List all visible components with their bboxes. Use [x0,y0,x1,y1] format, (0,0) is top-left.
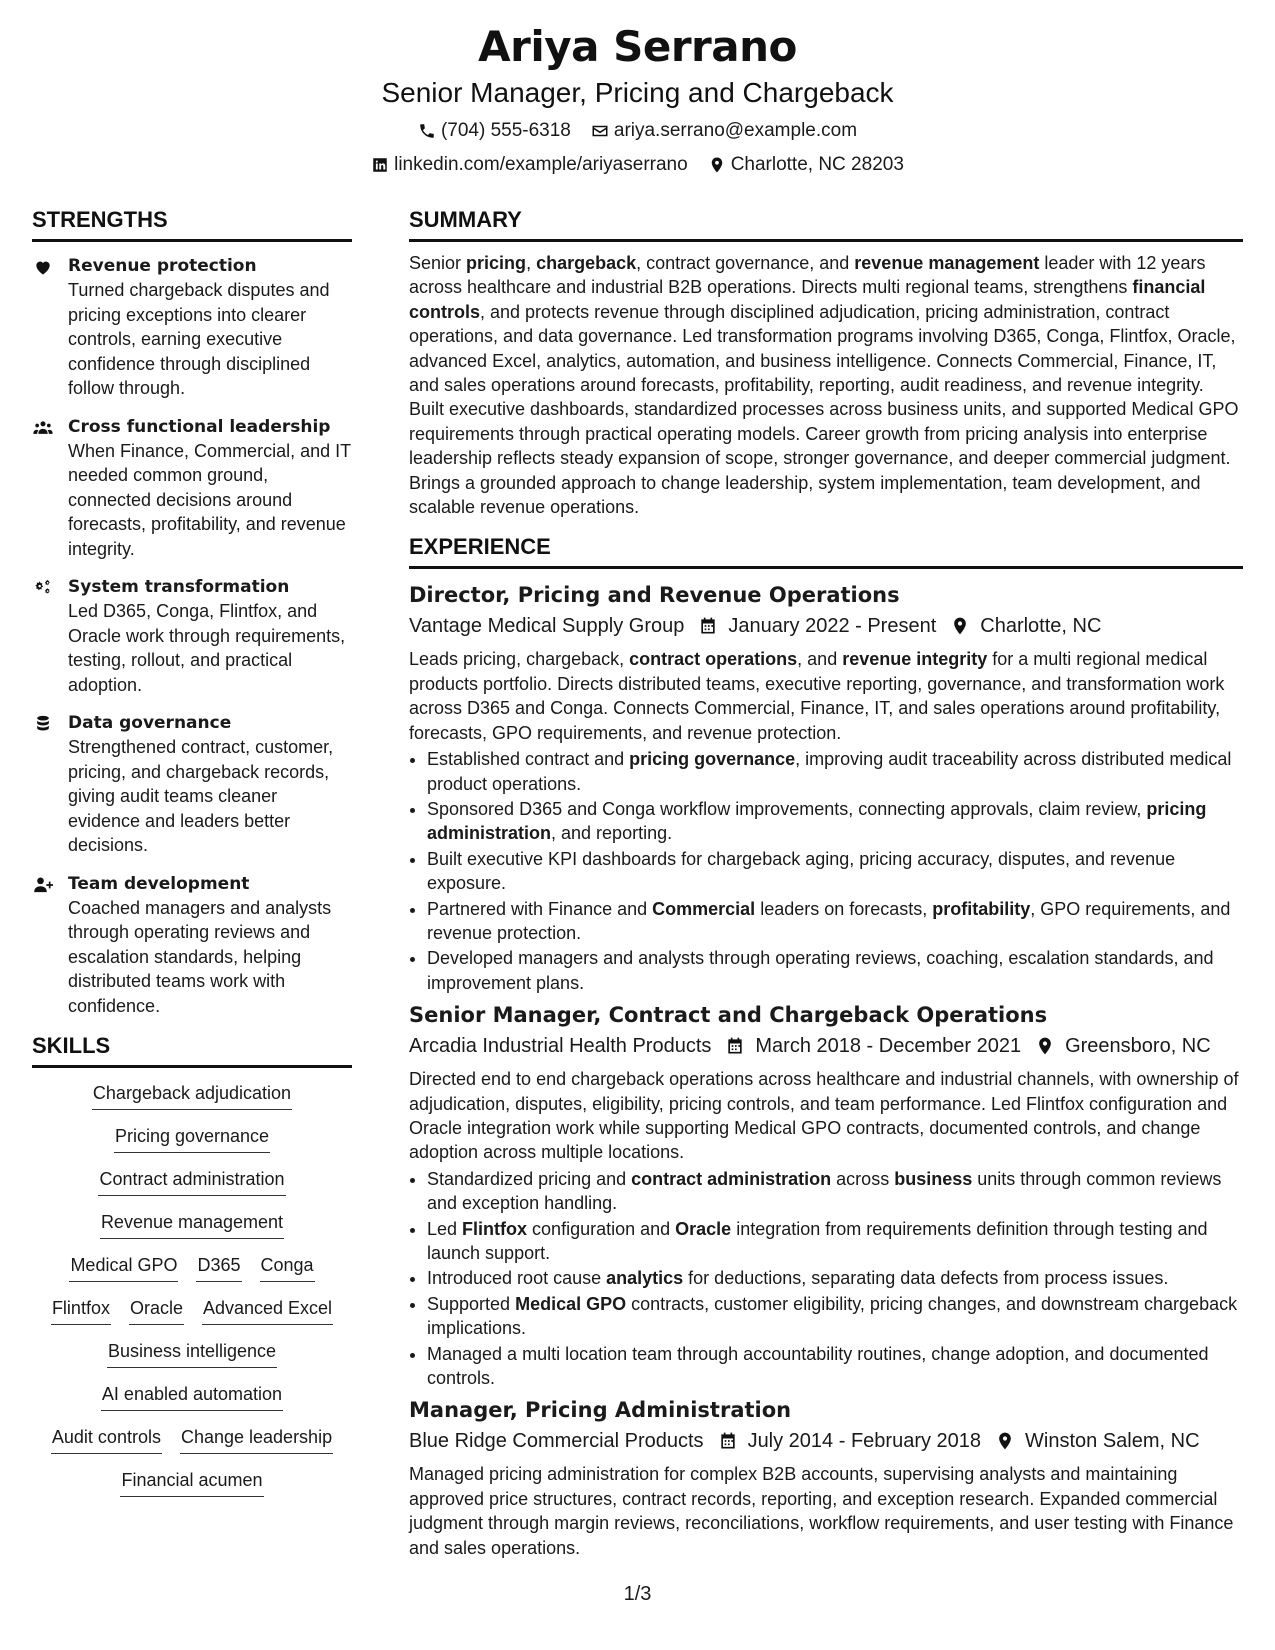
gears-icon [32,575,56,697]
job-company: Blue Ridge Commercial Products [409,1430,704,1453]
skill-tag: Advanced Excel [202,1295,333,1325]
bold-keyword: pricing [466,253,527,273]
skill-tag: Revenue management [100,1209,284,1239]
bold-keyword: profitability [932,898,1031,919]
strength-description: Turned chargeback disputes and pricing exceptions into clearer controls, earning executive confidence through disciplined follow through. [68,280,330,398]
job-dates-icon-wrap [725,1036,745,1056]
summary-heading: SUMMARY [409,206,1243,242]
skill-tag: Conga [260,1252,315,1282]
job-description: Managed pricing administration for complex B2B accounts, supervising analysts and maintaining approved price structures, contract records, reporting, and exception research. Expanded commercial judgment through margin reviews, reconciliations, workflow requirements, and user testing with Finance and sales operations. [409,1464,1234,1558]
job-bullet: • Supported Medical GPO contracts, customer eligibility, pricing changes, and downstream chargeback implications. [427,1292,1243,1341]
map-pin-icon [995,1431,1015,1451]
job-entry [409,1396,1243,1560]
phone-contact[interactable] [418,118,571,144]
contact-row-2 [0,152,1275,178]
user-plus-icon [32,872,56,1019]
right-column [409,206,1243,1560]
skill-row [32,1467,352,1497]
strength-description: Strengthened contract, customer, pricing, and chargeback records, giving audit teams cleaner evidence and leaders better decisions. [68,737,334,855]
skill-row [32,1209,352,1239]
map-pin-icon [708,156,726,174]
job-entry [409,1001,1243,1390]
job-bullet: • Introduced root cause analytics for deductions, separating data defects from process issues. [427,1266,1243,1290]
job-bullet: • Sponsored D365 and Conga workflow improvements, connecting approvals, claim review, pricing administration, and reporting. [427,797,1243,846]
job-bullet: • Established contract and pricing governance, improving audit traceability across distributed medical product operations. [427,747,1243,796]
skill-tag: Pricing governance [114,1123,270,1153]
strength-item [32,254,352,401]
job-bullet: • Managed a multi location team through accountability routines, change adoption, and documented controls. [427,1342,1243,1391]
skill-tag: Audit controls [51,1424,162,1454]
map-pin-icon [950,616,970,636]
resume-header [0,20,1275,178]
strength-description: Coached managers and analysts through operating reviews and escalation standards, helping distributed teams work with confidence. [68,897,332,1016]
bold-keyword: Commercial [652,898,756,919]
job-title: Senior Manager, Contract and Chargeback Operations [409,1003,1048,1028]
phone-icon [418,122,436,140]
job-dates: March 2018 - December 2021 [755,1035,1022,1058]
skill-tag: Contract administration [98,1166,285,1196]
bold-keyword: contract operations [629,649,798,670]
strengths-heading: STRENGTHS [32,206,352,242]
skill-row [32,1295,352,1325]
job-location: Charlotte, NC [980,615,1102,638]
page-number: 1/3 [623,1583,652,1605]
bold-keyword: pricing governance [629,749,796,770]
strength-title: Cross functional leadership [68,416,331,437]
experience-heading: EXPERIENCE [409,533,1243,569]
job-location: Winston Salem, NC [1025,1430,1200,1453]
job-bullets [409,747,1243,995]
skill-tag: Flintfox [51,1295,111,1325]
heart-icon [32,254,56,401]
job-title: Director, Pricing and Revenue Operations [409,583,900,608]
email-contact[interactable] [591,118,857,144]
location-contact [708,152,904,178]
bold-keyword: revenue integrity [842,649,988,670]
strength-item [32,575,352,697]
summary-paragraph: Senior pricing, chargeback, contract governance, and revenue management leader with 12 years across healthcare and industrial B2B operations. Directs multi regional teams, strengthens financial controls, and protects revenue through disciplined adjudication, pricing administration, contract operations, and data governance. Led transformation programs involving D365, Conga, Flintfox, Oracle, advanced Excel, analytics, automation, and business intelligence. Connects Commercial, Finance, IT, and sales operations around forecasts, profitability, reporting, audit readiness, and revenue integrity. Built executive dashboards, standardized processes across business units, and supported Medical GPO requirements through practical operating models. Career growth from pricing analysis into enterprise leadership reflects steady expansion of scope, stronger governance, and deeper commercial judgment. Brings a grounded approach to change leadership, system implementation, team development, and scalable revenue operations. [409,253,1239,518]
users-icon [32,415,56,562]
skill-row [32,1123,352,1153]
bold-keyword: Medical GPO [515,1293,627,1314]
linkedin-contact[interactable] [371,152,688,178]
job-bullet: • Standardized pricing and contract administration across business units through common reviews and exception handling. [427,1167,1243,1216]
job-description: Leads pricing, chargeback, contract operations, and revenue integrity for a multi regional medical products portfolio. Directs distributed teams, executive reporting, governance, and transformation work across D365 and Conga. Connects Commercial, Finance, IT, and sales operations around profitability, forecasts, GPO requirements, and revenue protection. [409,649,1225,743]
skill-row [32,1252,352,1282]
strength-title: System transformation [68,577,290,597]
calendar-icon [718,1431,738,1451]
strength-title: Data governance [68,713,232,733]
job-dates: January 2022 - Present [728,615,937,638]
skill-tag: Medical GPO [69,1252,178,1282]
candidate-name: Ariya Serrano [478,22,797,71]
skill-row [32,1080,352,1110]
job-location-icon-wrap [995,1431,1015,1451]
job-bullet: • Partnered with Finance and Commercial leaders on forecasts, profitability, GPO requirements, and revenue protection. [427,897,1243,946]
strength-description: Led D365, Conga, Flintfox, and Oracle work through requirements, testing, rollout, and practical adoption. [68,601,346,695]
job-company: Vantage Medical Supply Group [409,615,685,638]
job-location-icon-wrap [950,616,970,636]
job-bullet: • Developed managers and analysts through operating reviews, coaching, escalation standards, and improvement plans. [427,946,1243,995]
skill-row [32,1338,352,1368]
job-bullet: • Built executive KPI dashboards for chargeback aging, pricing accuracy, disputes, and revenue exposure. [427,847,1243,896]
bold-keyword: contract administration [631,1168,832,1189]
job-dates-icon-wrap [698,616,718,636]
skill-row [32,1166,352,1196]
bold-keyword: revenue management [854,253,1040,273]
job-meta [409,611,1243,641]
skill-tag: D365 [196,1252,241,1282]
job-company: Arcadia Industrial Health Products [409,1035,712,1058]
bold-keyword: chargeback [536,253,637,273]
skills-heading: SKILLS [32,1032,352,1068]
location-text: Charlotte, NC 28203 [730,154,904,175]
job-meta [409,1031,1243,1061]
strength-title: Team development [68,873,250,894]
job-meta [409,1426,1243,1456]
envelope-icon [591,122,609,140]
bold-keyword: Oracle [675,1218,732,1239]
strengths-list [32,254,352,1018]
email-text: ariya.serrano@example.com [613,120,858,141]
bold-keyword: analytics [606,1268,684,1289]
candidate-role: Senior Manager, Pricing and Chargeback [381,77,894,108]
bold-keyword: pricing administration [427,798,1207,844]
experience-list [409,581,1243,1560]
job-title: Manager, Pricing Administration [409,1398,792,1423]
skill-row [32,1424,352,1454]
skill-tag: Business intelligence [107,1338,277,1368]
skill-tag: Financial acumen [120,1467,263,1497]
skill-row [32,1381,352,1411]
strength-item [32,711,352,858]
job-entry [409,581,1243,995]
strength-description: When Finance, Commercial, and IT needed common ground, connected decisions around forecasts, profitability, and revenue integrity. [68,440,351,559]
map-pin-icon [1035,1036,1055,1056]
job-dates-icon-wrap [718,1431,738,1451]
skill-tag: AI enabled automation [101,1381,283,1411]
skills-list [32,1080,352,1497]
phone-text: (704) 555-6318 [440,120,571,141]
linkedin-icon [371,156,389,174]
job-location: Greensboro, NC [1065,1035,1211,1058]
calendar-icon [698,616,718,636]
strength-item [32,872,352,1019]
job-description: Directed end to end chargeback operations across healthcare and industrial channels, with ownership of adjudication, disputes, eligibility, pricing controls, and team performance. Led Flintfox configuration and Oracle integration work while supporting Medical GPO contracts, documented controls, and change adoption across multiple locations. [409,1069,1239,1163]
job-bullets [409,1167,1243,1391]
job-dates: July 2014 - February 2018 [747,1430,982,1453]
strength-item [32,415,352,562]
strength-title: Revenue protection [68,256,257,276]
bold-keyword: business [894,1168,973,1189]
job-location-icon-wrap [1035,1036,1055,1056]
bold-keyword: Flintfox [462,1218,528,1239]
skill-tag: Change leadership [180,1424,333,1454]
contact-row-1 [0,118,1275,144]
left-column [32,206,352,1510]
calendar-icon [725,1036,745,1056]
bold-keyword: financial controls [409,277,1206,322]
database-icon [32,711,56,858]
linkedin-text: linkedin.com/example/ariyaserrano [394,154,688,175]
skill-tag: Oracle [129,1295,184,1325]
job-bullet: • Led Flintfox configuration and Oracle integration from requirements definition through testing and launch support. [427,1217,1243,1266]
skill-tag: Chargeback adjudication [92,1080,292,1110]
